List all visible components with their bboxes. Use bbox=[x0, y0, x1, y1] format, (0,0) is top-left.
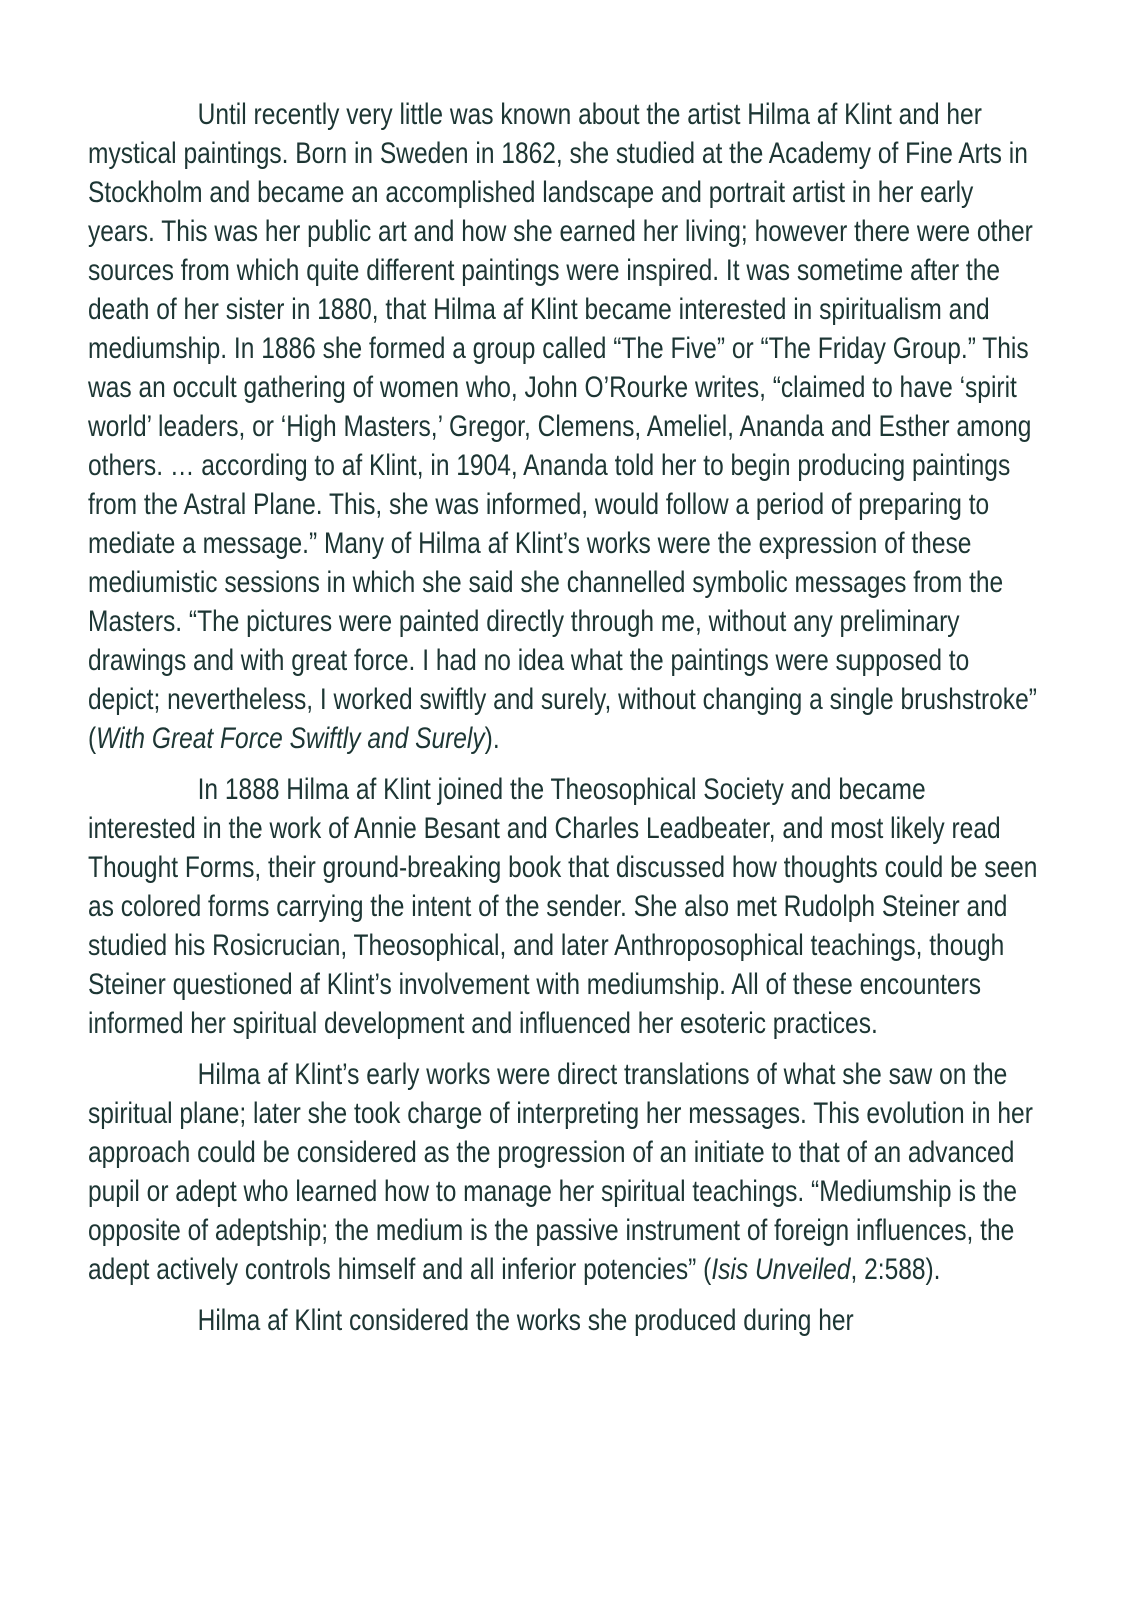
italic-text-run: Isis Unveiled bbox=[711, 1253, 851, 1286]
essay-body bbox=[88, 95, 1040, 1352]
italic-text-run: With Great Force Swiftly and Surely bbox=[96, 722, 485, 755]
paragraph-1 bbox=[88, 95, 1040, 758]
text-run: Hilma af Klint considered the works she produced during her bbox=[197, 1304, 854, 1337]
text-run: , 2:588). bbox=[850, 1253, 941, 1286]
paragraph-2 bbox=[88, 770, 1040, 1043]
text-run: Until recently very little was known about the artist Hilma af Klint and her mystical paintings. Born in Sweden in 1862, she studied at the Academy of Fine Arts in Stockholm and became an accomplished landscape and portrait artist in her early years. This was her public art and how she earned her living; however there were other sources from which quite different paintings were inspired. It was sometime after the death of her sister in 1880, that Hilma af Klint became interested in spiritualism and mediumship. In 1886 she formed a group called “The Five” or “The Friday Group.” This was an occult gathering of women who, John O’Rourke writes, “claimed to have ‘spirit world’ leaders, or ‘High Masters,’ Gregor, Clemens, Ameliel, Ananda and Esther among others. … according to af Klint, in 1904, Ananda told her to begin producing paintings from the Astral Plane. This, she was informed, would follow a period of preparing to mediate a message.” Many of Hilma af Klint’s works were the expression of these mediumistic sessions in which she said she channelled symbolic messages from the Masters. “The pictures were painted directly through me, without any preliminary drawings and with great force. I had no idea what the paintings were supposed to depict; nevertheless, I worked swiftly and surely, without changing a single brushstroke” ( bbox=[88, 98, 1037, 755]
text-run: ). bbox=[484, 722, 500, 755]
paragraph-4 bbox=[88, 1301, 1040, 1340]
text-run: Hilma af Klint’s early works were direct translations of what she saw on the spiritual plane; later she took charge of interpreting her messages. This evolution in her approach could be considered as the progression of an initiate to that of an advanced pupil or adept who learned how to manage her spiritual teachings. “Mediumship is the opposite of adeptship; the medium is the passive instrument of foreign influences, the adept actively controls himself and all inferior potencies” ( bbox=[88, 1058, 1033, 1286]
paragraph-3 bbox=[88, 1055, 1040, 1289]
text-run: In 1888 Hilma af Klint joined the Theosophical Society and became interested in the work of Annie Besant and Charles Leadbeater, and most likely read Thought Forms, their ground-breaking book that discussed how thoughts could be seen as colored forms carrying the intent of the sender. She also met Rudolph Steiner and studied his Rosicrucian, Theosophical, and later Anthroposophical teachings, though Steiner questioned af Klint’s involvement with mediumship. All of these encounters informed her spiritual development and influenced her esoteric practices. bbox=[88, 773, 1038, 1040]
